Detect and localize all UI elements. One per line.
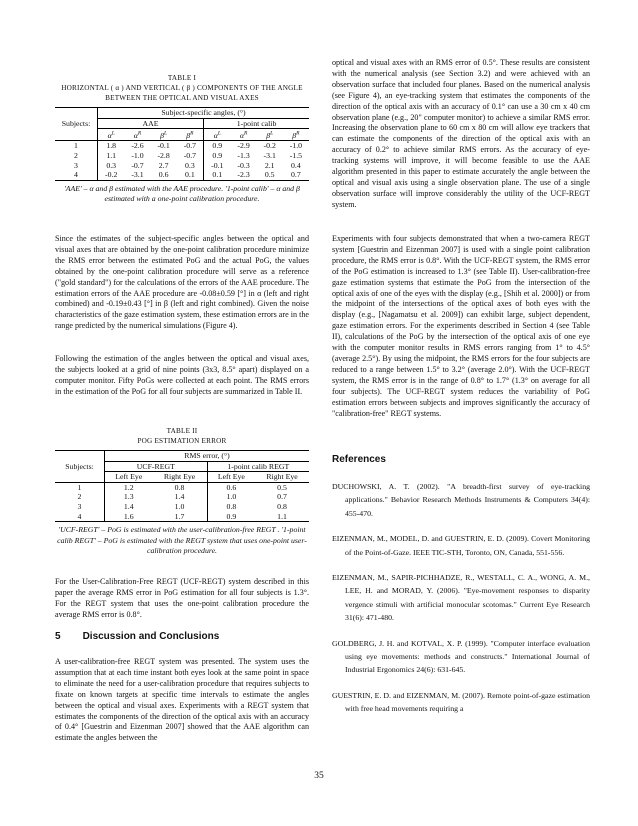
table1-cell: 0.5 — [264, 170, 275, 180]
table2-caption — [55, 426, 309, 446]
table2-row — [55, 482, 309, 492]
table2-cell: 1.6 — [123, 511, 134, 521]
reference-item: GOLDBERG, J. H. and KOTVAL, X. P. (1999). "Computer interface evaluation using eye movements: methods and constructs." International Journal of Industrial Ergonomics 24(6): 631-645. — [332, 638, 590, 675]
reference-item: EIZENMAN, M., SAPIR-PICHHADZE, R., WESTALL, C. A., WONG, A. M., LEE, H. and MORAD, Y. (2006). "Eye-movement responses to disparity vergence stimuli with artificial monocular scotomas." Current Eye Research 31(6): 471-480. — [332, 573, 590, 623]
table2-cell: 0.8 — [277, 501, 287, 511]
table2-column-header: Right Eye — [153, 472, 208, 483]
table1-cell: -1.0 — [131, 150, 144, 160]
paragraph-discussion: A user-calibration-free REGT system was presented. The system uses the assumption that at each time instant both eyes look at the same point in space to eliminate the need for a user-calibration procedure that requires subjects to fixate on known targets at specific time intervals to estimate the angles between the optical and visual axes. Experiments with a REGT system that estimates the components of the direction of the optical axis with an accuracy of 0.4° [Guestrin and Eizenman 2007] showed that the AAE algorithm can estimate the angles between the — [55, 657, 309, 743]
paragraph-gold-standard: Since the estimates of the subject-specific angles between the optical and visual axes that are obtained by the one-point calibration procedure minimize the RMS error between the estimated PoG and the actual PoG, the values obtained by the one-point calibration procedure will serve as a reference ("gold standard") for the calculations of the errors of the AAE procedure. The estimation errors of the AAE procedure are -0.08±0.59 [°] in α (left and right combined) and -0.19±0.43 [°] in β (left and right combined). Given the noise characteristics of the gaze estimation system, these estimation errors are in the range predicted by the numerical simulations (Figure 4). — [55, 234, 309, 331]
table1-subjects-label: Subjects: — [55, 108, 98, 141]
table1-cell: 0.1 — [212, 170, 223, 180]
table2-subject-cell: 2 — [55, 492, 105, 502]
section-heading — [55, 631, 309, 642]
table2-label: TABLE II — [166, 427, 198, 435]
table1-cell: 1.1 — [106, 150, 117, 160]
table1-row — [55, 151, 309, 161]
table2-column-header: Left Eye — [115, 472, 143, 482]
table2-header-top: RMS error, (°) — [105, 451, 310, 462]
table2-column-header: Left Eye — [217, 472, 245, 482]
table2-note: 'UCF-REGT' – PoG is estimated with the user-calibration-free REGT . '1-point calib REGT' – PoG is estimated with the REGT system that uses one-point user-calibration procedure. — [57, 525, 307, 556]
table1-cell: 0.4 — [291, 160, 301, 170]
table2-row — [55, 492, 309, 502]
table1-row — [55, 170, 309, 180]
table1-row — [55, 161, 309, 171]
table2-cell: 0.8 — [226, 501, 237, 511]
paragraph-ucf-rms: For the User-Calibration-Free REGT (UCF-REGT) system described in this paper the average RMS error in PoG estimation for all four subjects is 1.3°. For the REGT system that uses the one-point calibration procedure the average RMS error is 0.8°. — [55, 577, 309, 619]
table2-cell: 1.1 — [277, 511, 287, 521]
table2-cell: 0.5 — [277, 482, 287, 492]
reference-item: DUCHOWSKI, A. T. (2002). "A breadth-first survey of eye-tracking applications." Behavior Research Methods Instruments & Computers 34(4): 455-470. — [332, 482, 590, 518]
table1-cell: 0.6 — [158, 170, 169, 180]
table1-subject-cell: 3 — [55, 161, 98, 171]
table1-column-header: $\beta^L$ — [266, 130, 274, 140]
section-number: 5 — [55, 631, 61, 642]
table1-title-line2: BETWEEN THE OPTICAL AND VISUAL AXES — [105, 94, 259, 102]
table1-cell: -0.7 — [131, 160, 144, 170]
table2-cell: 1.3 — [123, 492, 134, 502]
table1-cell: -0.2 — [105, 170, 118, 180]
table1-subject-cell: 2 — [55, 151, 98, 161]
table1-cell: -0.7 — [177, 151, 204, 161]
table1-column-header: $\alpha^L$ — [213, 130, 221, 140]
table2-cell: 1.2 — [123, 482, 134, 492]
table1-title-line1: HORIZONTAL ( α ) AND VERTICAL ( β ) COMPONENTS OF THE ANGLE — [61, 84, 303, 92]
page-number: 35 — [314, 771, 324, 781]
table2-title: POG ESTIMATION ERROR — [137, 437, 227, 445]
table2-subject-cell: 1 — [55, 482, 105, 492]
table1-subject-cell: 1 — [55, 141, 98, 151]
table1-cell: -0.1 — [157, 141, 170, 151]
table1-column-header: $\beta^R$ — [292, 130, 300, 140]
table1-cell: -1.0 — [289, 141, 303, 151]
table1-cell: -2.6 — [131, 141, 144, 151]
table1 — [55, 107, 309, 181]
table1-row — [55, 141, 309, 151]
table2-group-1pt: 1-point calib REGT — [207, 461, 309, 472]
table1-cell: 1.8 — [106, 141, 117, 151]
paragraph-experiments: Experiments with four subjects demonstrated that when a two-camera REGT system [Guestrin and Eizenman 2007] is used with a single point calibration procedure, the RMS error is 0.8°. With the UCF-REGT system, the RMS error of the PoG estimation is increased to 1.3° (see Table II). User-calibration-free gaze estimation systems that estimate the PoG from the intersection of the optical axis of one of the eyes with the display (e.g., [Shih et al. 2000]) or from the midpoint of the intersections of the optical axes of both eyes with the display (e.g., [Nagamatsu et al. 2009]) can exhibit large, subject dependent, gaze estimation errors. For the experiments described in Section 4 (see Table II), calculations of the PoG by the intersection of the optical axis of one eye with the computer monitor results in RMS errors ranging from 1° to 4.5° (average 2.5°). By using the midpoint, the RMS errors for the four subjects are reduced to a range between 1.5° to 3.2° (average 2.0°). With the UCF-REGT system, the RMS error is in the range of 0.8° to 1.7° (1.3° on average for all four subjects). The UCF-REGT system reduces the variability of PoG estimation errors between subjects and improves significantly the accuracy of "calibration-free" REGT systems. — [332, 234, 590, 418]
table1-cell: 0.3 — [177, 161, 204, 171]
table1-group-1pt: 1-point calib — [204, 118, 309, 129]
table1-group-aae: AAE — [98, 118, 204, 129]
table2-column-header: Right Eye — [266, 472, 298, 482]
table2-subjects-label: Subjects: — [55, 451, 105, 483]
section-title: Discussion and Conclusions — [82, 631, 220, 642]
table2-cell: 0.8 — [153, 482, 208, 492]
table1-cell: -3.1 — [263, 150, 276, 160]
references-list — [332, 480, 590, 728]
table1-cell: -0.7 — [177, 141, 204, 151]
table1-cell: -1.3 — [237, 150, 250, 160]
references-heading: References — [332, 454, 386, 465]
table2-cell: 1.0 — [226, 492, 237, 502]
table2-group-ucf: UCF-REGT — [105, 461, 208, 472]
table1-label: TABLE I — [167, 74, 197, 82]
table1-column-header: $\alpha^R$ — [239, 130, 248, 140]
table1-cell: -2.9 — [237, 141, 250, 151]
table1-caption — [55, 73, 309, 103]
table1-cell: -0.1 — [211, 160, 224, 170]
table2-cell: 0.6 — [226, 482, 237, 492]
table2-cell: 1.7 — [153, 512, 208, 522]
paragraph-grid-points: Following the estimation of the angles between the optical and visual axes, the subjects looked at a grid of nine points (3x3, 8.5° apart) displayed on a computer monitor. Fifty PoGs were collected at each point. The RMS errors in the estimation of the PoG for all four subjects are summarized in Table II. — [55, 354, 309, 396]
table1-header-top: Subject-specific angles, (°) — [98, 108, 310, 119]
table2-cell: 1.4 — [123, 501, 134, 511]
reference-item: EIZENMAN, M., MODEL, D. and GUESTRIN, E. D. (2009). Covert Monitoring of the Point-of-Gaze. IEEE TIC-STH, Toronto, ON, Canada, 551-556. — [332, 534, 590, 557]
table1-note: 'AAE' – α and β estimated with the AAE procedure. '1-point calib' – α and β estimated with a one-point calibration procedure. — [64, 183, 300, 204]
table1-cell: -2.8 — [157, 150, 170, 160]
table1-column-header: $\alpha^R$ — [133, 130, 142, 140]
table1-column-header: $\alpha^L$ — [107, 130, 115, 140]
table2-cell: 0.7 — [277, 492, 287, 502]
table1-cell: 0.9 — [212, 150, 223, 160]
table2-row — [55, 512, 309, 522]
table1-cell: 0.9 — [212, 141, 223, 151]
table2-cell: 1.4 — [153, 492, 208, 502]
table1-cell: 2.7 — [158, 160, 169, 170]
table1-cell: -2.3 — [237, 170, 250, 180]
table1-cell: 2.1 — [264, 160, 275, 170]
table1-column-header: $\beta^R$ — [177, 129, 204, 141]
table1-cell: 0.1 — [177, 170, 204, 180]
table1-cell: -1.5 — [289, 150, 303, 160]
paragraph-observation-plane: optical and visual axes with an RMS error of 0.5°. These results are consistent with the numerical analysis (see Section 3.2) and were achieved with an observation surface that included four planes. Based on the numerical analysis (see Figure 4), an eye-tracking system that estimates the components of the direction of the optical axis with an accuracy of 0.1° can use a 30 cm x 40 cm observation plane (e.g., 20" computer monitor) to achieve a similar RMS error. Increasing the observation plane to 60 cm x 80 cm will allow eye trackers that can estimate the components of the direction of the optical axis with an accuracy of 0.2° to achieve similar RMS errors. As the accuracy of eye-tracking systems will improve, it will become feasible to use the AAE algorithm presented in this paper to estimate accurately the angle between the optical and visual axis using a single observation plane. The use of a single observation surface will improve considerably the utility of the UCF-REGT system. — [332, 58, 590, 209]
table1-cell: -3.1 — [131, 170, 144, 180]
table2-row — [55, 502, 309, 512]
table1-subject-cell: 4 — [55, 170, 98, 180]
table2 — [55, 450, 309, 522]
table2-subject-cell: 3 — [55, 502, 105, 512]
table1-cell: 0.7 — [291, 170, 301, 180]
table1-cell: -0.2 — [263, 141, 276, 151]
reference-item: GUESTRIN, E. D. and EIZENMAN, M. (2007). Remote point-of-gaze estimation with free head movements requiring a — [332, 690, 590, 714]
table1-column-header: $\beta^L$ — [160, 130, 168, 140]
table2-subject-cell: 4 — [55, 512, 105, 522]
table1-cell: -0.3 — [237, 160, 250, 170]
table2-cell: 0.9 — [226, 511, 237, 521]
table2-cell: 1.0 — [153, 502, 208, 512]
table1-cell: 0.3 — [106, 160, 117, 170]
